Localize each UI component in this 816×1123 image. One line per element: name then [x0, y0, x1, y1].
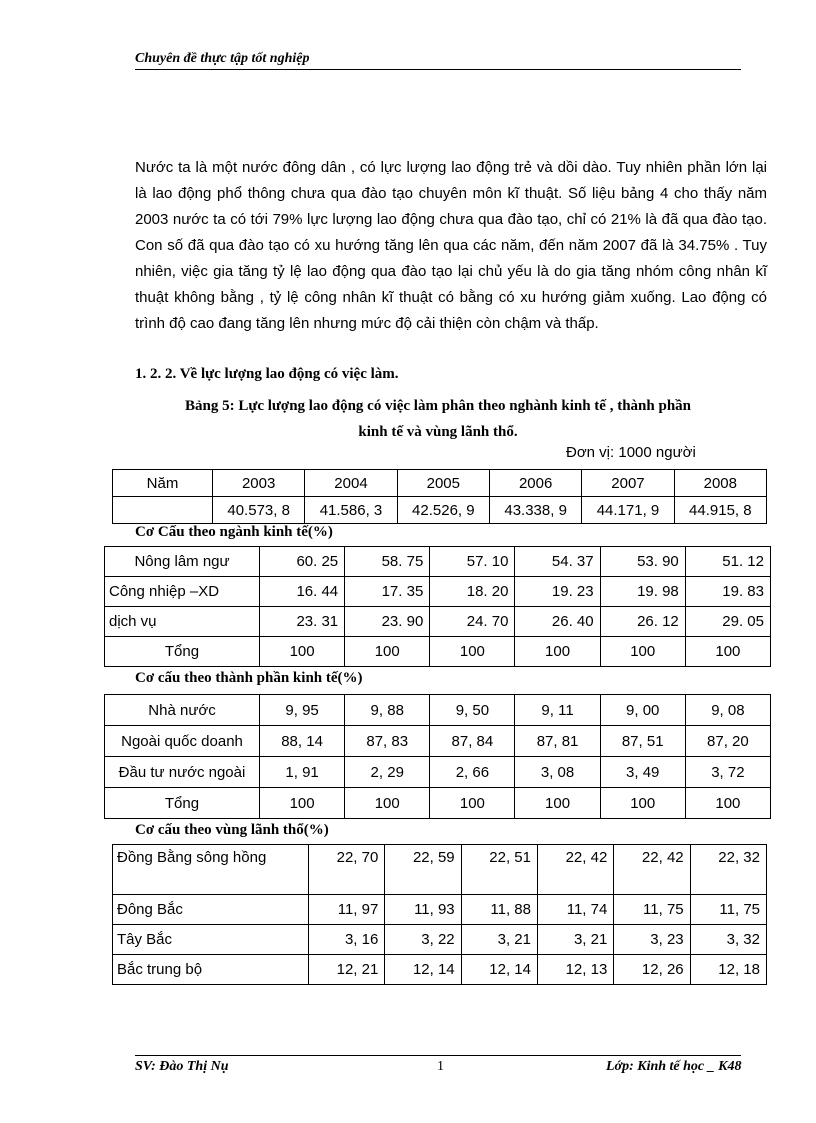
table-cell: 9, 08: [685, 695, 770, 726]
table-cell: 87, 83: [345, 726, 430, 757]
table-row: [105, 726, 771, 757]
table-row: [105, 695, 771, 726]
table-row: [105, 577, 771, 607]
table-row: [113, 955, 767, 985]
table-cell: Công nhiệp –XD: [105, 577, 260, 607]
table-cell: 26. 12: [600, 607, 685, 637]
header-rule: [135, 69, 741, 70]
table-cell: 40.573, 8: [213, 497, 305, 524]
table-cell: Nông lâm ngư: [105, 547, 260, 577]
table-cell: 3, 21: [537, 925, 613, 955]
table-row: [113, 895, 767, 925]
table-cell: 2007: [582, 470, 674, 497]
table-cell: 19. 83: [685, 577, 770, 607]
table-cell: 29. 05: [685, 607, 770, 637]
page-header-title: Chuyên đề thực tập tốt nghiệp: [135, 51, 310, 66]
table-cell: 42.526, 9: [397, 497, 489, 524]
table-caption-line1: Bảng 5: Lực lượng lao động có việc làm phân theo nghành kinh tế , thành phần: [184, 398, 691, 414]
table-cell: 87, 84: [430, 726, 515, 757]
table-cell: Tổng: [105, 637, 260, 667]
table-cell: 100: [685, 637, 770, 667]
table-cell: Tây Bắc: [113, 925, 309, 955]
table-cell: Đồng Bằng sông hồng: [113, 845, 309, 895]
table-cell: 12, 14: [385, 955, 461, 985]
table-cell: 100: [600, 788, 685, 819]
table-cell: Tổng: [105, 788, 260, 819]
page-number: 1: [437, 1059, 444, 1074]
table-cell: 100: [430, 788, 515, 819]
table-cell: 11, 97: [309, 895, 385, 925]
table-cell: 9, 00: [600, 695, 685, 726]
table-cell: 2, 29: [345, 757, 430, 788]
table-cell: 57. 10: [430, 547, 515, 577]
table-row: [105, 757, 771, 788]
table-row: [113, 925, 767, 955]
table-cell: 22, 51: [461, 845, 537, 895]
table-cell: 22, 32: [690, 845, 766, 895]
table-row: [113, 497, 767, 524]
table-cell: 19. 23: [515, 577, 600, 607]
table-cell: 22, 70: [309, 845, 385, 895]
table-cell: 12, 14: [461, 955, 537, 985]
table-cell: 58. 75: [345, 547, 430, 577]
table-ownership: [104, 694, 771, 819]
table-cell: Năm: [113, 470, 213, 497]
region-title: Cơ cấu theo vùng lãnh thổ(%): [135, 822, 329, 838]
table-cell: 12, 13: [537, 955, 613, 985]
table-cell: Ngoài quốc doanh: [105, 726, 260, 757]
table-cell: 11, 75: [614, 895, 690, 925]
table-cell: 9, 11: [515, 695, 600, 726]
table-cell: 100: [515, 637, 600, 667]
table-row: [113, 470, 767, 497]
table-cell: 87, 51: [600, 726, 685, 757]
table-cell: 12, 21: [309, 955, 385, 985]
table-cell: Đầu tư nước ngoài: [105, 757, 260, 788]
table-cell: 44.915, 8: [674, 497, 766, 524]
unit-label: Đơn vị: 1000 người: [566, 444, 696, 461]
table-cell: 100: [515, 788, 600, 819]
table-cell: 22, 42: [537, 845, 613, 895]
sector-title: Cơ Cấu theo ngành kinh tế(%): [135, 524, 333, 540]
table-cell: Bắc trung bộ: [113, 955, 309, 985]
table-row: [105, 547, 771, 577]
table-cell: 2006: [489, 470, 581, 497]
table-cell: 3, 16: [309, 925, 385, 955]
table-cell: 100: [685, 788, 770, 819]
table-row: [113, 845, 767, 895]
table-cell: 24. 70: [430, 607, 515, 637]
ownership-title: Cơ cấu theo thành phần kinh tế(%): [135, 670, 363, 686]
table-cell: 17. 35: [345, 577, 430, 607]
table-cell: 22, 59: [385, 845, 461, 895]
table-cell: 2004: [305, 470, 397, 497]
table-cell: 3, 72: [685, 757, 770, 788]
table-cell: 3, 32: [690, 925, 766, 955]
section-heading: 1. 2. 2. Về lực lượng lao động có việc làm.: [135, 366, 399, 382]
table-cell: 11, 88: [461, 895, 537, 925]
table-cell: 3, 08: [515, 757, 600, 788]
table-cell: 3, 22: [385, 925, 461, 955]
table-cell: 53. 90: [600, 547, 685, 577]
table-cell: 1, 91: [260, 757, 345, 788]
table-cell: 22, 42: [614, 845, 690, 895]
table-cell: 100: [345, 637, 430, 667]
table-cell: 11, 75: [690, 895, 766, 925]
table-cell: 43.338, 9: [489, 497, 581, 524]
table-cell: 2003: [213, 470, 305, 497]
table-row: [105, 607, 771, 637]
table-cell: 88, 14: [260, 726, 345, 757]
table-cell: 23. 31: [260, 607, 345, 637]
table-cell: 9, 95: [260, 695, 345, 726]
footer-class: Lớp: Kinh tế học _ K48: [606, 1059, 742, 1074]
table-cell: 41.586, 3: [305, 497, 397, 524]
table-cell: 100: [345, 788, 430, 819]
table-cell: 26. 40: [515, 607, 600, 637]
table-sector: [104, 546, 771, 667]
table-cell: 12, 18: [690, 955, 766, 985]
table-cell: 11, 93: [385, 895, 461, 925]
table-row: [105, 788, 771, 819]
footer-rule: [135, 1055, 741, 1056]
table-cell: Nhà nước: [105, 695, 260, 726]
table-caption: [135, 393, 741, 445]
table-cell: 3, 23: [614, 925, 690, 955]
table-cell: Đông Bắc: [113, 895, 309, 925]
table-cell: 54. 37: [515, 547, 600, 577]
table-cell: 11, 74: [537, 895, 613, 925]
table-cell: 9, 88: [345, 695, 430, 726]
body-paragraph: Nước ta là một nước đông dân , có lực lượng lao động trẻ và dồi dào. Tuy nhiên phần lớn lại là lao động phổ thông chưa qua đào tạo chuyên môn kĩ thuật. Số liệu bảng 4 cho thấy năm 2003 nước ta có tới 79% lực lượng lao động chưa qua đào tạo, chỉ có 21% là đã qua đào tạo. Con số đã qua đào tạo có xu hướng tăng lên qua các năm, đến năm 2007 đã là 34.75% . Tuy nhiên, việc gia tăng tỷ lệ lao động qua đào tạo lại chủ yếu là do gia tăng nhóm công nhân kĩ thuật không bằng , tỷ lệ công nhân kĩ thuật có bằng có xu hướng giảm xuống. Lao động có trình độ cao đang tăng lên nhưng mức độ cải thiện còn chậm và thấp.: [135, 159, 767, 332]
table-cell: 51. 12: [685, 547, 770, 577]
footer-student: SV: Đào Thị Nụ: [135, 1059, 229, 1074]
table-cell: 12, 26: [614, 955, 690, 985]
table-cell: 60. 25: [260, 547, 345, 577]
table-cell: 19. 98: [600, 577, 685, 607]
table-cell: 2008: [674, 470, 766, 497]
table-row: [105, 637, 771, 667]
table-cell: 2005: [397, 470, 489, 497]
table-cell: dịch vụ: [105, 607, 260, 637]
table-cell: 100: [260, 788, 345, 819]
table-cell: 100: [600, 637, 685, 667]
table-cell: 3, 21: [461, 925, 537, 955]
table-cell: 9, 50: [430, 695, 515, 726]
table-cell: 87, 81: [515, 726, 600, 757]
table-cell: [113, 497, 213, 524]
table-cell: 100: [430, 637, 515, 667]
table-region: [112, 844, 767, 985]
table-cell: 44.171, 9: [582, 497, 674, 524]
table-cell: 100: [260, 637, 345, 667]
table-cell: 3, 49: [600, 757, 685, 788]
table-cell: 87, 20: [685, 726, 770, 757]
table-cell: 2, 66: [430, 757, 515, 788]
table-caption-line2: kinh tế và vùng lãnh thổ.: [358, 424, 518, 440]
table-years: [112, 469, 767, 524]
table-cell: 23. 90: [345, 607, 430, 637]
table-cell: 16. 44: [260, 577, 345, 607]
table-cell: 18. 20: [430, 577, 515, 607]
